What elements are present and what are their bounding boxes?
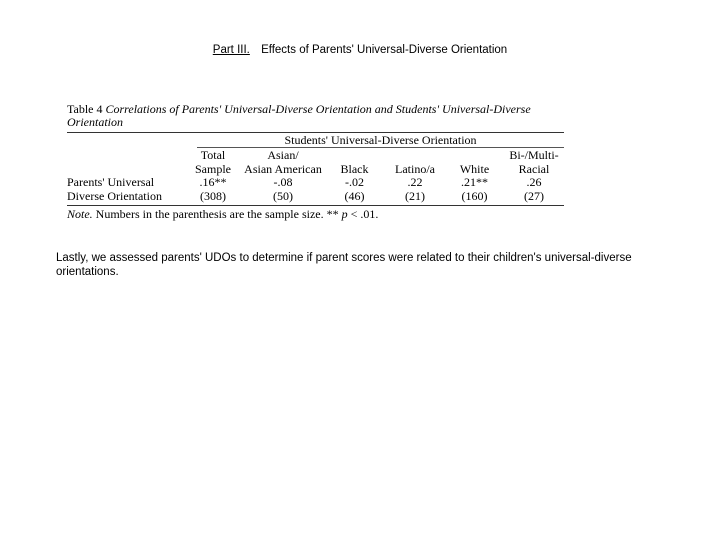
section-heading bbox=[0, 44, 720, 56]
row-label-line bbox=[67, 149, 197, 163]
column-header-line bbox=[452, 149, 497, 163]
sample-size: (21) bbox=[405, 188, 425, 203]
table-note bbox=[67, 208, 564, 221]
column-total-sample bbox=[188, 149, 238, 203]
column-header-line: Asian/ bbox=[267, 148, 299, 162]
table-body bbox=[67, 148, 564, 205]
table-spanner-heading: Students' Universal-Diverse Orientation bbox=[284, 133, 477, 147]
section-title: Effects of Parents' Universal-Diverse Orientation bbox=[261, 44, 508, 56]
sample-size: (308) bbox=[200, 188, 226, 203]
column-header-line: Sample bbox=[195, 161, 231, 176]
table-bottom-rule bbox=[67, 205, 564, 206]
column-header-line: Asian American bbox=[244, 161, 322, 176]
table-note-p: p bbox=[341, 207, 348, 221]
column-header-line bbox=[387, 149, 443, 163]
correlation-value: -.02 bbox=[345, 175, 364, 189]
column-header-line: Racial bbox=[518, 161, 550, 176]
column-header-line: Total bbox=[200, 148, 226, 162]
body-paragraph: Lastly, we assessed parents' UDOs to determine if parent scores were related to their children's universal-diverse orientations. bbox=[56, 252, 632, 278]
column-header-line: Bi-/Multi- bbox=[509, 148, 559, 162]
table-caption-text: Correlations of Parents' Universal-Diverse Orientation and Students' Universal-Diverse Orientation bbox=[67, 102, 531, 129]
table-note-tail: < .01. bbox=[350, 207, 379, 221]
column-asian-american bbox=[237, 149, 329, 203]
correlation-value: .16** bbox=[199, 175, 227, 189]
table-label: Table 4 bbox=[67, 102, 103, 116]
column-black bbox=[332, 149, 377, 203]
correlation-value: -.08 bbox=[273, 175, 293, 189]
correlation-table bbox=[67, 103, 564, 221]
table-caption bbox=[67, 103, 564, 129]
column-header-line: White bbox=[459, 161, 490, 176]
section-part-label: Part III. bbox=[212, 44, 250, 56]
correlation-value: .22 bbox=[407, 175, 423, 189]
sample-size: (160) bbox=[461, 188, 488, 203]
sample-size: (27) bbox=[524, 188, 544, 203]
column-header-line: Latino/a bbox=[395, 161, 435, 176]
table-note-text: Numbers in the parenthesis are the sample size. ** bbox=[95, 207, 339, 221]
row-label-line: Parents' Universal bbox=[67, 175, 155, 189]
column-header-line bbox=[332, 149, 377, 163]
column-multiracial bbox=[504, 149, 564, 203]
correlation-value: .21** bbox=[461, 175, 488, 189]
row-label-line: Diverse Orientation bbox=[67, 188, 162, 203]
row-label-line bbox=[67, 163, 197, 177]
column-header-line: Black bbox=[340, 161, 369, 176]
row-label-column bbox=[67, 149, 197, 203]
table-note-label: Note. bbox=[67, 207, 93, 221]
sample-size: (46) bbox=[344, 188, 365, 203]
sample-size: (50) bbox=[273, 188, 293, 203]
column-white bbox=[452, 149, 497, 203]
column-latino bbox=[387, 149, 443, 203]
correlation-value: .26 bbox=[526, 175, 542, 189]
